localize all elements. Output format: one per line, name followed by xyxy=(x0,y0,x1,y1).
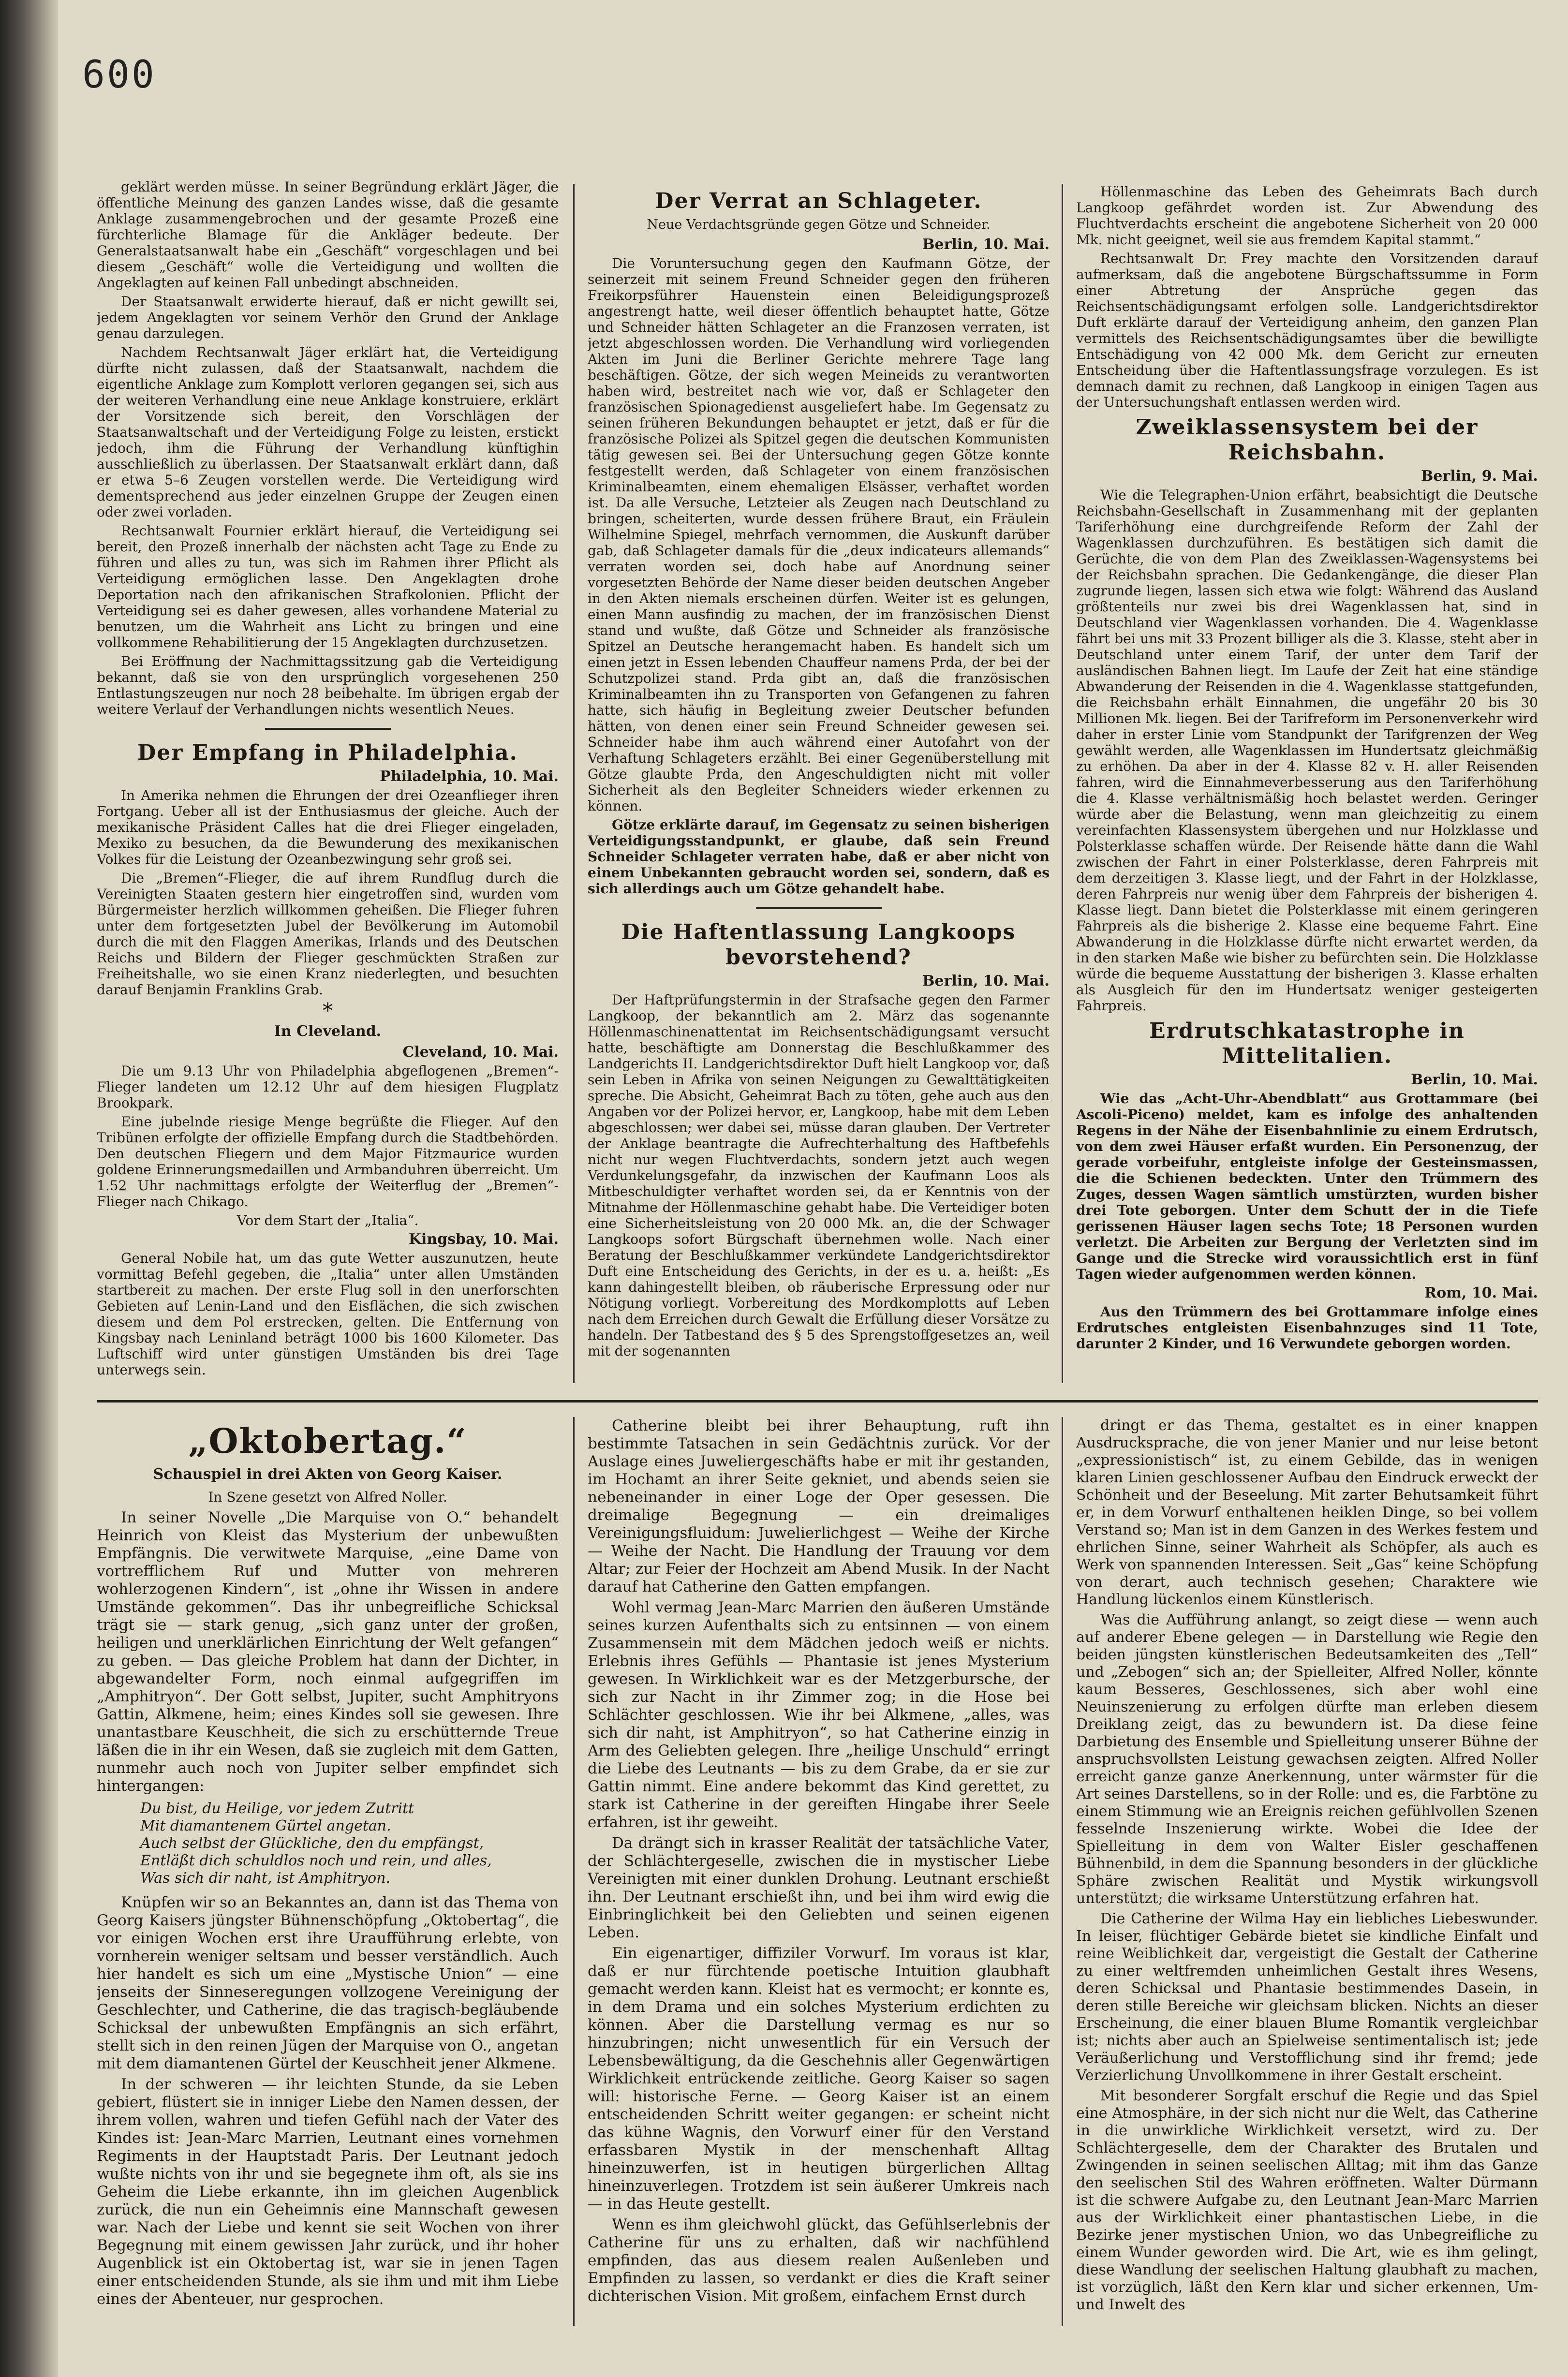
poem-line: Mit diamantenem Gürtel angetan. xyxy=(140,1817,391,1834)
subhead-italia: Vor dem Start der „Italia“. xyxy=(237,1212,419,1228)
paragraph: Höllenmaschine das Leben des Geheimrats Bach durch Langkoop gefährdet worden ist. Zur Abwendung des Fluchtverdachts erscheint die angebotene Sicherheit von 20 000 Mk. nicht geeignet, weil sie aus fremdem Kapital stammt.“ xyxy=(1076,184,1538,248)
paragraph: Nachdem Rechtsanwalt Jäger erklärt hat, die Verteidigung dürfte nicht zulassen, daß der Staatsanwalt, nachdem die eigentliche Anklage zum Komplott verloren gegangen sei, sich aus der weiteren Verhandlung eine neue Anklage konstruiere, erklärt der Vorsitzende sich bereit, den Vorschlägen der Staatsanwaltschaft und der Verteidigung Folge zu leisten, erstickt jedoch, ihm die Führung der Verhandlung künftighin ausschließlich zu überlassen. Der Staatsanwalt erklärt dann, daß er etwa 5–6 Zeugen vorstellen werde. Die Verteidigung wird dementsprechend aus jeder einzelnen Gruppe der Zeugen einen oder zwei vorladen. xyxy=(97,344,559,520)
dateline-haft: Berlin, 10. Mai. xyxy=(922,973,1050,989)
poem-quote xyxy=(140,1800,559,1887)
asterisk-separator: * xyxy=(323,999,333,1022)
feuilleton-column-a xyxy=(97,1417,559,2326)
paragraph: Bei Eröffnung der Nachmittagssitzung gab die Verteidigung bekannt, daß sie von den ursprünglich vorgesehenen 250 Entlastungszeugen nur noch 28 beibehalte. Im übrigen ergab der weitere Verlauf der Verhandlungen nichts wesentlich Neues. xyxy=(97,653,559,717)
paragraph: Rechtsanwalt Fournier erklärt hierauf, die Verteidigung sei bereit, den Prozeß innerhalb der nächsten acht Tage zu Ende zu führen und alles zu tun, was sich im Rahmen ihrer Pflicht als Verteidigung ermöglichen lasse. Den Angeklagten drohe Deportation nach den afrikanischen Strafkolonien. Pflicht der Verteidigung sei es daher gewesen, alles vorhandene Material zu benutzen, um die Wahrheit ans Licht zu bringen und eine vollkommene Rehabilitierung der 15 Angeklagten durchzusetzen. xyxy=(97,523,559,650)
feuilleton-rule xyxy=(97,1400,1538,1403)
paragraph: In seiner Novelle „Die Marquise von O.“ behandelt Heinrich von Kleist das Mysterium der unbewußten Empfängnis. Die verwitwete Marquise, „eine Dame von vortrefflichem Ruf und Mutter von mehreren wohlerzogenen Kindern“, ist „ohne ihr Wissen in andere Umstände gekommen“. Das ihr unbegreifliche Schicksal trägt sie — stark genug, „sich ganz unter der großen, heiligen und unerklärlichen Einrichtung der Welt gefangen“ zu geben. — Das gleiche Problem hat dann der Dichter, in abgewandelter Form, noch einmal aufgegriffen im „Amphitryon“. Der Gott selbst, Jupiter, sucht Amphitryons Gattin, Alkmene, heim; eines Kindes soll sie gewesen. Ihre unantastbare Keuschheit, die sich zu erschütternde Treue läßen die in ihr ein Wesen, daß sie zugleich mit dem Gatten, nunmehr auch noch von Jupiter selber empfindet sich hintergangen: xyxy=(97,1509,559,1795)
paragraph: Catherine bleibt bei ihrer Behauptung, ruft ihn bestimmte Tatsachen in sein Gedächtnis zurück. Vor der Auslage eines Juweliergeschäfts habe er mit ihr gestanden, im Hochamt an ihrer Seite gekniet, und abends seien sie nebeneinander in einer Loge der Oper gesessen. Die dreimalige Begegnung — ein dreimaliges Vereinigungsfluidum: Juwelierlichgest — Weihe der Kirche — Weihe der Nacht. Die Handlung der Trauung vor dem Altar; zur Feier der Hochzeit am Abend Musik. In der Nacht darauf hat Catherine den Gatten empfangen. xyxy=(588,1417,1050,1595)
feuilleton-title: „Oktobertag.“ xyxy=(188,1421,467,1461)
subhead-cleveland: In Cleveland. xyxy=(274,1023,382,1040)
feuilleton-subtitle: Schauspiel in drei Akten von Georg Kaiser. xyxy=(153,1466,503,1483)
paragraph-rom: Aus den Trümmern des bei Grottammare infolge eines Erdrutsches entgleisten Eisenbahnzuges sind 11 Tote, darunter 2 Kinder, und 16 Verwundete geborgen worden. xyxy=(1076,1304,1538,1352)
paragraph: Was die Aufführung anlangt, so zeigt diese — wenn auch auf anderer Ebene gelegen — in Darstellung wie Regie den beiden jüngsten künstlerischen Bedeutsamkeiten des „Tell“ und „Zebogen“ sich an; der Spielleiter, Alfred Noller, könnte kaum Besseres, Geschlossenes, sich aber wohl eine Neuinszenierung zu erfolgen dürfte man erleben diesem Dreiklang zeigt, das zu bewundern ist. Da diese feine Darbietung des Ensemble und Spielleitung unserer Bühne der anspruchsvollsten Leistung gewachsen zeigten. Alfred Noller erreicht ganze ganze Anerkennung, unter wärmster für die Art seines Darstellens, so in der Rolle: und es, die Farbtöne zu einem Stimmung wie an Ereignis reichen gefühlvollen Szenen fesselnde Inszenierung wirkte. Wobei die Idee der Spielleitung in dem von Walter Eisler geschaffenen Bühnenbild, in dem die Spannung besonders in der glückliche Sphäre zwischen Realität und Mystik wirkungsvoll unterstützt; die wirksame Unterstützung erfahren hat. xyxy=(1076,1611,1538,1907)
paragraph: Rechtsanwalt Dr. Frey machte den Vorsitzenden darauf aufmerksam, daß die angebotene Bürgschaftssumme in Form einer Abtretung der Ansprüche gegen das Reichsentschädigungsamt erfolgen solle. Landgerichtsdirektor Duft erklärte darauf der Verteidigung anheim, den ganzen Plan vermittels des Reichsentschädigungsamtes über die bewilligte Entschädigung von 42 000 Mk. dem Gericht zur erneuten Entscheidung über die Haftentlassungsfrage vorzulegen. Es ist demnach damit zu rechnen, daß Langkoop in einigen Tagen aus der Untersuchungshaft entlassen werden wird. xyxy=(1076,251,1538,410)
feuilleton-column-b xyxy=(588,1417,1050,2326)
headline-zweiklassen: Zweiklassensystem bei der Reichsbahn. xyxy=(1136,415,1479,465)
paragraph: Die um 9.13 Uhr von Philadelphia abgeflogenen „Bremen“-Flieger landeten um 12.12 Uhr auf dem hiesigen Flugplatz Brookpark. xyxy=(97,1063,559,1111)
dateline-erdrutsch: Berlin, 10. Mai. xyxy=(1411,1071,1538,1088)
feuilleton-staging: In Szene gesetzt von Alfred Noller. xyxy=(208,1489,447,1505)
section-rule xyxy=(265,728,391,730)
dateline-cleveland: Cleveland, 10. Mai. xyxy=(402,1044,559,1061)
paragraph-erdrutsch: Wie das „Acht-Uhr-Abendblatt“ aus Grottammare (bei Ascoli-Piceno) meldet, kam es infolge des anhaltenden Regens in der Nähe der Eisenbahnlinie zu einem Erdrutsch, von dem zwei Häuser erfaßt wurden. Ein Personenzug, der gerade vorbeifuhr, entgleiste infolge der Gesteinsmassen, die die Schienen bedeckten. Unter den Trümmern des Zuges, dessen Wagen sämtlich umstürzten, wurden bisher drei Tote geborgen. Unter dem Schutt der in die Tiefe gerissenen Häuser lagen sechs Tote; 18 Personen wurden verletzt. Die Arbeiten zur Bergung der Verletzten sind im Gange und die Strecke wird voraussichtlich erst in fünf Tagen wieder aufgenommen werden können. xyxy=(1076,1091,1538,1282)
column-2 xyxy=(588,184,1050,1383)
poem-line: Auch selbst der Glückliche, den du empfängst, xyxy=(140,1835,484,1852)
paragraph: In Amerika nehmen die Ehrungen der drei Ozeanflieger ihren Fortgang. Ueber all ist der Enthusiasmus der gleiche. Auch der mexikanische Präsident Calles hat die drei Flieger eingeladen, Mexiko zu besuchen, da die Bewunderung des mexikanischen Volkes für die Leistung der Ozeanbezwingung sehr groß sei. xyxy=(97,787,559,867)
paragraph: Die Catherine der Wilma Hay ein liebliches Liebeswunder. In leiser, flüchtiger Gebärde bietet sie kindliche Einfalt und reine Weiblichkeit dar, vergeistigt die Gestalt der Catherine zu einer weltfremden unheimlichen Gestalt ihres Wesens, deren Schicksal und Phantasie bestimmendes Dasein, in deren stille Bereiche wir gleichsam blicken. Nichts an dieser Erscheinung, die einer blauen Blume Romantik vergleichbar ist; nichts aber auch an Spielweise sentimentalisch ist; jede Veräußerlichung und Verstofflichung sind ihr fremd; jede Verzierlichung Unvollkommene in ihrer Gestalt erscheint. xyxy=(1076,1910,1538,2084)
dateline-philadelphia: Philadelphia, 10. Mai. xyxy=(380,768,559,785)
paragraph: Eine jubelnde riesige Menge begrüßte die Flieger. Auf den Tribünen erfolgte der offizielle Empfang durch die Stadtbehörden. Den deutschen Fliegern und dem Major Fitzmaurice wurden goldene Erinnerungsmedaillen und Armbanduhren überreicht. Um 1.52 Uhr nachmittags erfolgte der Weiterflug der „Bremen“-Flieger nach Chikago. xyxy=(97,1114,559,1210)
page-number: 600 xyxy=(82,53,156,97)
paragraph: Knüpfen wir so an Bekanntes an, dann ist das Thema von Georg Kaisers jüngster Bühnenschöpfung „Oktobertag“, die vor einigen Wochen erst ihre Uraufführung erlebte, von vornherein weniger seltsam und besser verständlich. Auch hier handelt es sich um eine „Mystische Union“ — eine jenseits der Sinneseregungen vollzogene Vereinigung der Geschlechter, und Catherine, die das tragisch-begläubende Schicksal der unbewußten Empfängnis an sich erfährt, stellt sich in den reinen Jügen der Marquise von O., angetan mit dem diamantenen Gürtel der Keuschheit jener Alkmene. xyxy=(97,1894,559,2072)
section-rule xyxy=(756,907,882,909)
paragraph: Wohl vermag Jean-Marc Marrien den äußeren Umstände seines kurzen Aufenthalts sich zu entsinnen — von einem Zusammensein mit dem Mädchen jedoch weiß er nichts. Erlebnis ihres Gefühls — Phantasie ist jenes Mysterium gewesen. In Wirklichkeit war es der Metzgerbursche, der sich zur Nacht in ihr Zimmer zog; in die Hose bei Schlächter geschlossen. Wie ihr bei Alkmene, „alles, was sich dir naht, ist Amphitryon“, so hat Catherine einzig in Arm des Geliebten gelegen. Ihre „heilige Unschuld“ erringt die Liebe des Leutnants — bis zu dem Grabe, da er sie zur Gattin nimmt. Eine andere bekommt das Kind gerettet, zu stark ist Catherine in der gereiften Hingabe ihrer Seele erfahren, ist ihr geweiht. xyxy=(588,1599,1050,1831)
column-divider xyxy=(1062,1417,1063,2326)
column-3 xyxy=(1076,184,1538,1383)
paragraph: Die „Bremen“-Flieger, die auf ihrem Rundflug durch die Vereinigten Staaten gestern hier eingetroffen sind, wurden vom Bürgermeister herzlich willkommen geheißen. Die Flieger fuhren unter dem fortgesetzten Jubel der Bevölkerung im Automobil durch die mit den Flaggen Amerikas, Irlands und des Deutschen Reichs und Bildern der Flieger geschmückten Straßen zur Freiheitshalle, wo sie einen Kranz niederlegten, und besuchten darauf Benjamin Franklins Grab. xyxy=(97,870,559,998)
poem-line: Entläßt dich schuldlos noch und rein, und alles, xyxy=(140,1852,492,1869)
dateline-zweiklassen: Berlin, 9. Mai. xyxy=(1421,468,1538,485)
column-divider xyxy=(1062,184,1063,1383)
column-1 xyxy=(97,179,559,1388)
paragraph-verrat-bold: Götze erklärte darauf, im Gegensatz zu seinen bisherigen Verteidigungsstandpunkt, er glaube, daß sein Freund Schneider Schlageter verraten habe, daß er aber nicht von einem Unbekannten gebraucht worden sei, sondern, daß es sich allerdings auch um Götze gehandelt habe. xyxy=(588,817,1050,897)
dateline-rom: Rom, 10. Mai. xyxy=(1424,1284,1538,1301)
paragraph: Mit besonderer Sorgfalt erschuf die Regie und das Spiel eine Atmosphäre, in der sich nicht nur die Welt, das Catherine in die unwirkliche Wirklichkeit versetzt, wird zu. Der Schlächtergeselle, dem der Charakter des Brutalen und Zwingenden in seinen seelischen Alltag; mit ihm das Ganze den seelischen Stil des Wahren eröffneten. Walter Dürmann ist die schwere Aufgabe zu, den Leutnant Jean-Marc Marrien aus der Wirklichkeit einer phantastischen Liebe, in die Bezirke jener mystischen Union, wo das Unbegreifliche zu einem Wunder geworden wird. Die Art, wie es ihm gelingt, diese Wandlung der seelischen Haltung glaubhaft zu machen, ist vorzüglich, läßt den Kern klar und sicher erkennen, Um- und Inwelt des xyxy=(1076,2087,1538,2313)
paragraph: Ein eigenartiger, diffiziler Vorwurf. Im voraus ist klar, daß er nur fürchtende poetische Intuition glaubhaft gemacht werden kann. Kleist hat es vermocht; er konnte es, in dem Drama und ein solches Mysterium erdichten zu können. Aber die Darstellung vermag es nur so hinzubringen; nicht unwesentlich für ein Versuch der Lebensbewältigung, da die Geschehnis aller Gegenwärtigen Wirklichkeit entrückende zeitliche. Georg Kaiser so sagen will: historische Ferne. — Georg Kaiser ist an einem entscheidenden Schritt weiter gegangen: er scheint nicht das kühne Wagnis, den Vorwurf einer für den Verstand erfassbaren Mystik in der menschenhaft Alltag hineinzuwerfen, ist in heutigen bürgerlichen Alltag hineinzuverlegen. Trotzdem ist sein äußerer Umkreis nach — in das Heute gestellt. xyxy=(588,1945,1050,2213)
paragraph: Der Staatsanwalt erwiderte hierauf, daß er nicht gewillt sei, jedem Angeklagten vor seinem Verhör den Grund der Anklage genau darzulegen. xyxy=(97,294,559,341)
dateline-verrat: Berlin, 10. Mai. xyxy=(922,236,1050,253)
paragraph-italia: General Nobile hat, um das gute Wetter auszunutzen, heute vormittag Befehl gegeben, die „Italia“ unter allen Umständen startbereit zu machen. Der erste Flug soll in den unerforschten Gebieten auf Lenin-Land und den Eisflächen, die sich zwischen diesem und dem Pol erstrecken, gelten. Die Entfernung von Kingsbay nach Leninland beträgt 1000 bis 1600 Kilometer. Das Luftschiff wird unter günstigen Umständen bis drei Tage unterwegs sein. xyxy=(97,1250,559,1378)
headline-haft: Die Haftentlassung Langkoops bevorstehend? xyxy=(621,920,1016,970)
column-divider xyxy=(573,184,575,1383)
paragraph: In der schweren — ihr leichten Stunde, da sie Leben gebiert, flüstert sie in inniger Liebe den Namen dessen, der ihrem vollen, wahren und tiefen Gefühl nach der Vater des Kindes ist: Jean-Marc Marrien, Leutnant eines vornehmen Regiments in der Hauptstadt Paris. Der Leutnant jedoch wußte nichts von ihr und sie begegnete ihm oft, als sie ins Geheim die Liebe erkannte, ihn im gleichen Augenblick zurück, die nun ein Geheimnis eine Mannschaft gewesen war. Nach der Liebe und kennt sie seit Wochen von ihrer Begegnung mit einem gewissen Jahr zurück, und ihr hoher Augenblick ist ein Oktobertag ist, war sie in jenen Tagen einer entscheidenden Stunde, als sie ihm und mit ihm Liebe eines der Abenteuer, nur gesprochen. xyxy=(97,2076,559,2308)
page-edge-shadow xyxy=(0,0,58,2377)
paragraph: Da drängt sich in krasser Realität der tatsächliche Vater, der Schlächtergeselle, zwischen die in mystischer Liebe Vereinigten mit einer dunklen Drohung. Leutnant erschießt ihn. Der Leutnant erschießt ihn, und bei ihm wird ewig die Einbringlichkeit bei den Geliebten und seinen eigenen Leben. xyxy=(588,1834,1050,1941)
paragraph: dringt er das Thema, gestaltet es in einer knappen Ausdrucksprache, die von jener Manier und nur leise betont „expressionistisch“ ist, zu einem Gebilde, das in wenigen klaren Linien geschlossener Aufbau den Eindruck erweckt der Schönheit und der Beseelung. Mit zarter Behutsamkeit führt er, in dem Vorwurf enthaltenen heiklen Dinge, so bei vollem Verstand so; Man ist in dem Ganzen in des Werkes festem und ehrlichen Sinne, seiner Wahrheit als Schöpfer, als auch es Werk von spannenden Interessen. Seit „Gas“ keine Schöpfung von derart, auch technisch gesehen; Charaktere wie Handlung lückenlos einem Künstlerisch. xyxy=(1076,1417,1538,1608)
paragraph: geklärt werden müsse. In seiner Begründung erklärt Jäger, die öffentliche Meinung des ganzen Landes wisse, daß die gesamte Anklage zusammengebrochen und der gesamte Prozeß eine fürchterliche Blamage für die Ankläger bedeute. Der Generalstaatsanwalt habe ein „Geschäft“ vorgeschlagen und bei diesem „Geschäft“ wolle die Verteidigung und wollten die Angeklagten auf keinen Fall unbedingt abschneiden. xyxy=(97,179,559,291)
subhead-verrat: Neue Verdachtsgründe gegen Götze und Schneider. xyxy=(647,217,991,232)
poem-line: Was sich dir naht, ist Amphitryon. xyxy=(140,1870,391,1887)
poem-line: Du bist, du Heilige, vor jedem Zutritt xyxy=(140,1800,414,1817)
headline-erdrutsch: Erdrutschkatastrophe in Mittelitalien. xyxy=(1149,1019,1465,1068)
paragraph: Der Haftprüfungstermin in der Strafsache gegen den Farmer Langkoop, der bekanntlich am 2. März das sogenannte Höllenmaschinenattentat im Reichsentschädigungsamt versucht hatte, beschäftigte am Donnerstag die Beschlußkammer des Landgerichts II. Landgerichtsdirektor Duft hielt Langkoop vor, daß sein Leben in Afrika von seinen Neigungen zu Gewalttätigkeiten spreche. Die Absicht, Geheimrat Bach zu töten, gehe auch aus den Angaben vor der Polizei hervor, er, Langkoop, habe mit dem Leben abgeschlossen; wer dabei sei, müsse daran glauben. Der Vertreter der Anklage beantragte die Aufrechterhaltung des Haftbefehls nicht nur wegen Fluchtverdachts, sondern jetzt auch wegen Verdunkelungsgefahr, da inzwischen der Kaufmann Loos als Mitbeschuldigter verhaftet worden sei, da er Kenntnis von der Mitnahme der Höllenmaschine gehabt habe. Die Verteidiger boten eine Sicherheitsleistung von 20 000 Mk. an, die der Schwager Langkoops sofort Bürgschaft übernehmen wolle. Nach einer Beratung der Beschlußkammer verkündete Landgerichtsdirektor Duft eine Entscheidung des Gerichts, in der es u. a. heißt: „Es kann dahingestellt bleiben, ob räuberische Erpressung oder nur Nötigung vorliegt. Vorbereitung des Mordkomplotts auf Leben nach dem Erreichen durch Gewalt die Erfüllung dieser Vorsätze zu handeln. Der Tatbestand des § 5 des Sprengstoffgesetzes an, weil mit der sogenannten xyxy=(588,992,1050,1359)
headline-verrat: Der Verrat an Schlageter. xyxy=(655,189,982,213)
column-divider xyxy=(573,1417,575,2326)
headline-empfang: Der Empfang in Philadelphia. xyxy=(137,740,518,765)
paragraph: Wie die Telegraphen-Union erfährt, beabsichtigt die Deutsche Reichsbahn-Gesellschaft in Zusammenhang mit der geplanten Tariferhöhung eine durchgreifende Reform der Zahl der Wagenklassen durchzuführen. Es bestätigen sich damit die Gerüchte, die von dem Plan des Zweiklassen-Wagensystems bei der Reichsbahn sprachen. Die Gedankengänge, die dieser Plan zugrunde liegen, lassen sich etwa wie folgt: Während das Ausland größtenteils nur zwei bis drei Wagenklassen hat, sind in Deutschland vier Wagenklassen vorhanden. Die 4. Wagenklasse fährt bei uns mit 33 Prozent billiger als die 3. Klasse, steht aber in Deutschland unter einem Tarif, der unter dem Tarif der ausländischen Bahnen liegt. Im Laufe der Zeit hat eine ständige Abwanderung der Reisenden in die 4. Wagenklasse stattgefunden, die Reichsbahn erhält Einnahmen, die ungefähr 20 bis 30 Millionen Mk. liegen. Bei der Tarifreform im Personenverkehr wird daher in erster Linie vom Standpunkt der Tarifgrenzen der Weg gewählt werden, alle Wagenklassen im Hundertsatz gleichmäßig zu erhöhen. Da aber in der 4. Klasse 82 v. H. aller Reisenden fahren, wird die Einnahmeverbesserung aus den Tariferhöhung die 4. Klasse verhältnismäßig hoch belastet werden. Geringer würde aber die Belastung, wenn man gleichzeitig zu einem vereinfachten Klassensystem übergehen und nur Holzklasse und Polsterklasse schaffen würde. Der Reisende hätte dann die Wahl zwischen der Fahrt in einer Polsterklasse, deren Fahrpreis mit dem derzeitigen 3. Klasse liegt, und der Fahrt in der Holzklasse, deren Fahrpreis nur wenig über dem Fahrpreis der bisherigen 4. Klasse liegt. Dann bietet die Polsterklasse mit einem geringeren Fahrpreis als die bisherige 2. Klasse eine bequeme Fahrt. Eine Abwanderung in die Holzklasse dürfte nicht erwartet werden, da in den starken Maße wie bisher zu befürchten sein. Die Holzklasse würde die bequeme Ausstattung der bisherigen 3. Klasse erhalten als Ausgleich für den im Hundertsatz weniger gesteigerten Fahrpreis. xyxy=(1076,487,1538,1014)
paragraph: Wenn es ihm gleichwohl glückt, das Gefühlserlebnis der Catherine für uns zu erhalten, daß wir nachfühlend empfinden, das aus diesem realen Außenleben und Empfinden zu lassen, so verdankt er dies die Kraft seiner dichterischen Vision. Mit großem, einfachem Ernst durch xyxy=(588,2216,1050,2305)
feuilleton-column-c xyxy=(1076,1417,1538,2326)
paragraph: Die Voruntersuchung gegen den Kaufmann Götze, der seinerzeit mit seinem Freund Schneider gegen den früheren Freikorpsführer Hauenstein einen Beleidigungsprozeß angestrengt hatte, weil dieser öffentlich behauptet hatte, Götze und Schneider hätten Schlageter an die Franzosen verraten, ist jetzt abgeschlossen worden. Die Verhandlung wird vorliegenden Akten im Juni die Berliner Gerichte mehrere Tage lang beschäftigen. Götze, der sich wegen Meineids zu verantworten haben wird, bestreitet nach wie vor, daß er Schlageter den französischen Spionagedienst ausgeliefert habe. Im Gegensatz zu seinen früheren Bekundungen behauptet er jetzt, daß er für die französische Polizei als Spitzel gegen die deutschen Kommunisten tätig gewesen sei. Bei der Untersuchung gegen Götze konnte festgestellt werden, daß Schlageter von einem französischen Kriminalbeamten, einem ehemaligen Elsässer, verhaftet worden ist. Da alle Versuche, Letzteier als Zeugen nach Deutschland zu bringen, scheiterten, wurde dessen frühere Braut, ein Fräulein Wilhelmine Spiegel, mehrfach vernommen, die Auskunft darüber gab, daß Schlageter damals für die „deux indicateurs allemands“ verraten worden sei, doch habe auf Anordnung seiner vorgesetzten Behörde der Name dieser beiden deutschen Angeber in den Akten niemals erscheinen dürfen. Weiter ist es gelungen, einen Mann ausfindig zu machen, der im französischen Dienst stand und wußte, daß Götze und Schneider als französische Spitzel an Deutsche herangemacht haben. Es handelt sich um einen jetzt in Essen lebenden Chauffeur namens Prda, der bei der Schutzpolizei stand. Prda gibt an, daß die französischen Kriminalbeamten ihn zu Transporten von Gefangenen zu fahren hatte, sich häufig in Begleitung zweier Deutscher befunden hätten, von denen einer sein Freund Schneider gewesen sei. Schneider habe ihm auch während einer Autofahrt von der Verhaftung Schlageters erzählt. Bei einer Gegenüberstellung mit Götze glaubte Prda, den Angeschuldigten nicht mit voller Sicherheit als den Begleiter Schneiders wieder erkennen zu können. xyxy=(588,255,1050,814)
dateline-kingsbay: Kingsbay, 10. Mai. xyxy=(408,1231,559,1248)
